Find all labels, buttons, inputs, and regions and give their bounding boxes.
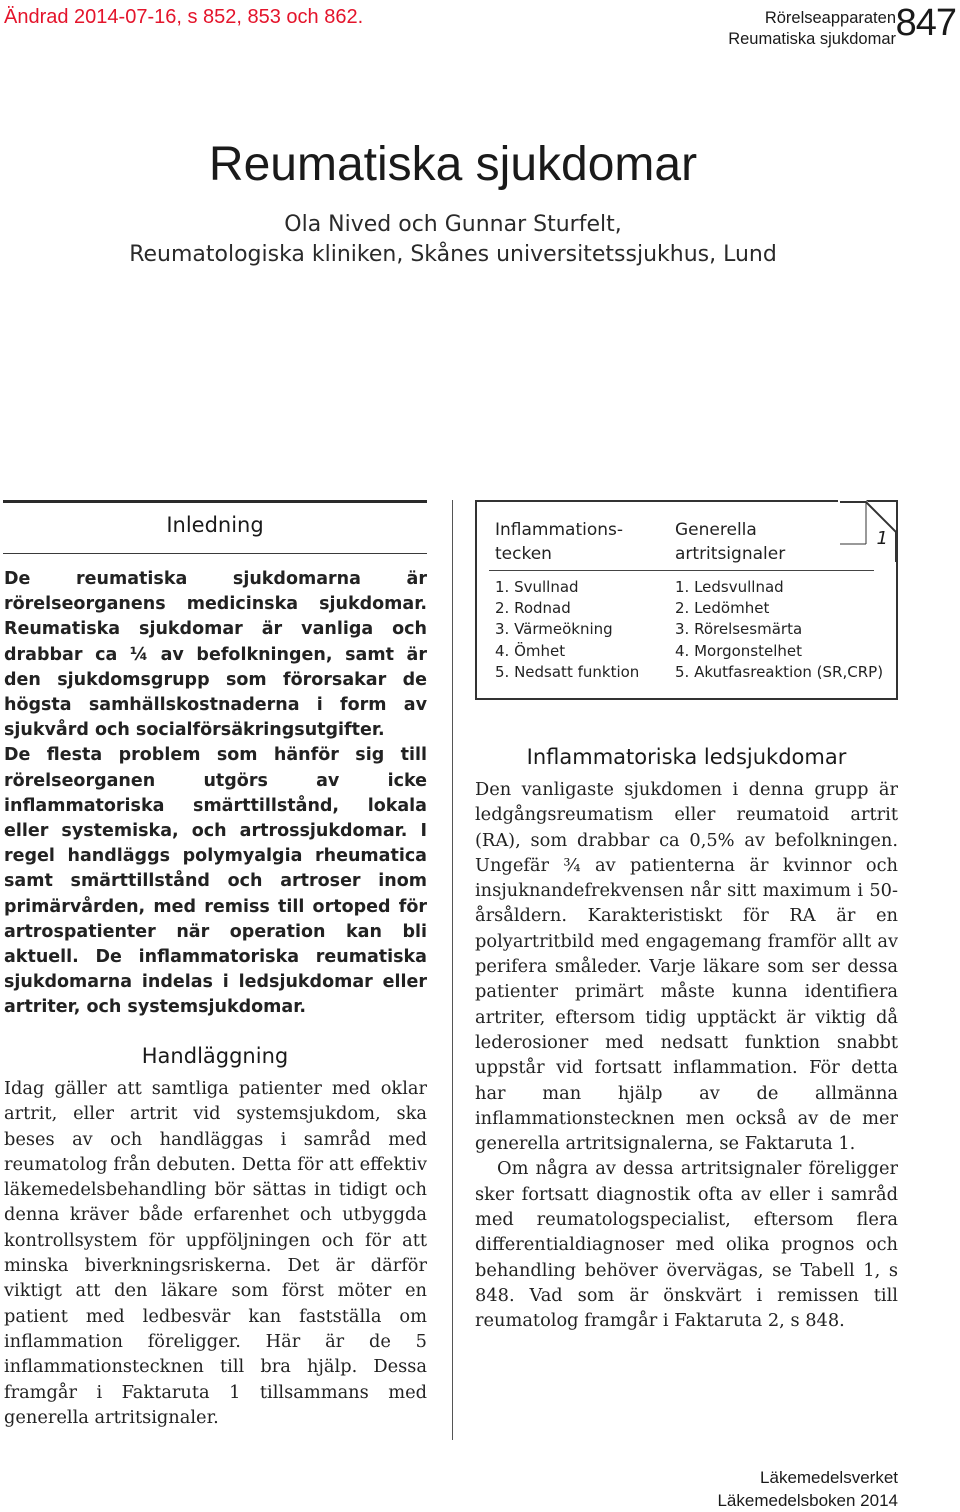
footer bbox=[717, 1466, 898, 1512]
section-heading-inflammatoriska: Inflammatoriska ledsjukdomar bbox=[526, 745, 847, 769]
column-divider bbox=[452, 500, 453, 1440]
inflammatoriska-text bbox=[475, 777, 898, 1334]
section-top-rule bbox=[3, 500, 427, 503]
running-head-section: Rörelseapparaten bbox=[764, 9, 896, 27]
faktaruta-number: 1 bbox=[876, 528, 888, 549]
running-head bbox=[728, 8, 896, 50]
list-item: 2. Ledömhet bbox=[675, 599, 770, 618]
faktaruta-tab-icon bbox=[838, 500, 898, 562]
list-item: 5. Nedsatt funktion bbox=[495, 662, 640, 681]
list-item: 2. Rodnad bbox=[495, 599, 571, 618]
body-paragraph: Idag gäller att samtliga patienter med oklar artrit, eller artrit vid systemsjukdom, ska beses av och handläggas i samråd med reumatolog från debuten. Detta för att effektiv läkemedelsbehandling bör sättas in tidigt och denna kräver både erfarenhet och utbyggda kontrollsystem för uppföljningen och för att minska biverkningsriskerna. Det är därför viktigt att den läkare som först möter en patient med ledbesvär kan fastställa om inflammation föreligger. Här är de 5 inflammationstecknen till bra hjälp. Dessa framgår i Faktaruta 1 tillsammans med generella artritsignaler. bbox=[4, 1078, 427, 1428]
faktaruta-col1-heading: Inflammations- tecken bbox=[495, 520, 624, 564]
faktaruta-rule bbox=[489, 570, 874, 571]
inflammation-signs-list bbox=[495, 577, 639, 683]
list-item: 1. Svullnad bbox=[495, 578, 579, 596]
page-title: Reumatiska sjukdomar bbox=[208, 138, 698, 191]
list-item: 3. Rörelsesmärta bbox=[675, 620, 803, 639]
arthritis-signals-list bbox=[675, 577, 883, 683]
list-item: 1. Ledsvullnad bbox=[675, 578, 784, 596]
footer-publisher: Läkemedelsverket bbox=[760, 1468, 898, 1487]
intro-paragraph: De reumatiska sjukdomarna är rörelseorganens medicinska sjukdomar. Reumatiska sjukdomar är vanliga och drabbar ca ¼ av befolkningen, samt är den sjukdomsgrupp som förorsakar de högsta samhällskostnaderna i form av sjukvård och socialförsäkringsutgifter. bbox=[4, 569, 427, 741]
list-item: 5. Akutfasreaktion (SR,CRP) bbox=[675, 662, 884, 681]
list-item: 3. Värmeökning bbox=[495, 620, 613, 639]
authors-names: Ola Nived och Gunnar Sturfelt, bbox=[284, 212, 622, 237]
authors bbox=[0, 210, 906, 270]
section-heading-rule bbox=[3, 553, 427, 554]
change-note: Ändrad 2014-07-16, s 852, 853 och 862. bbox=[4, 6, 364, 28]
intro-paragraph: De flesta problem som hänför sig till rörelseorganen utgörs av icke inflammatoriska smärttillstånd, lokala eller systemiska, och artrossjukdomar. I regel handläggs polymyalgia rheumatica samt smärttillstånd och artroser inom primärvården, med remiss till ortoped för artrospatienter när operation kan bli aktuell. De inflammatoriska reumatiska sjukdomarna indelas i ledsjukdomar eller artriter, och systemsjukdomar. bbox=[4, 745, 427, 1018]
section-heading-inledning: Inledning bbox=[166, 513, 264, 537]
section-heading-handlaggning: Handläggning bbox=[141, 1044, 289, 1068]
body-paragraph: Den vanligaste sjukdomen i denna grupp är ledgångsreumatism eller reumatoid artrit (RA), som drabbar ca 0,5% av befolkningen. Ungefär ¾ av patienterna är kvinnor och insjuknandefrekvensen når sitt maximum i 50-årsåldern. Karakteristiskt för RA är en polyartritbild med engagemang framför allt av perifera småleder. Varje läkare som ser dessa patienter primärt måste kunna identifiera artriter, eftersom tidig upptäckt är viktig då lederosioner med nedsatt funktion snabbt uppstår vid fortsatt inflammation. För detta har man hjälp av de allmänna inflammationstecknen men också av de mer generella artritsignalerna, se Faktaruta 1. bbox=[475, 779, 898, 1155]
intro-text bbox=[4, 567, 427, 1021]
list-item: 4. Ömhet bbox=[495, 641, 566, 660]
footer-book: Läkemedelsboken 2014 bbox=[717, 1491, 898, 1510]
page-number: 847 bbox=[895, 2, 956, 44]
handlaggning-text bbox=[4, 1076, 427, 1430]
running-head-chapter: Reumatiska sjukdomar bbox=[728, 30, 896, 48]
authors-affiliation: Reumatologiska kliniken, Skånes universitetssjukhus, Lund bbox=[129, 242, 777, 267]
body-paragraph: Om några av dessa artritsignaler föreligger sker fortsatt diagnostik ofta av eller i samråd med reumatologspecialist, eftersom flera differentialdiagnoser med olika prognos och behandling behöver övervägas, se Tabell 1, s 848. Vad som är önskvärt i remissen till reumatolog framgår i Faktaruta 2, s 848. bbox=[475, 1158, 898, 1332]
faktaruta-col2-heading: Generella artritsignaler bbox=[675, 520, 786, 564]
faktaruta-1 bbox=[475, 500, 898, 700]
list-item: 4. Morgonstelhet bbox=[675, 641, 803, 660]
